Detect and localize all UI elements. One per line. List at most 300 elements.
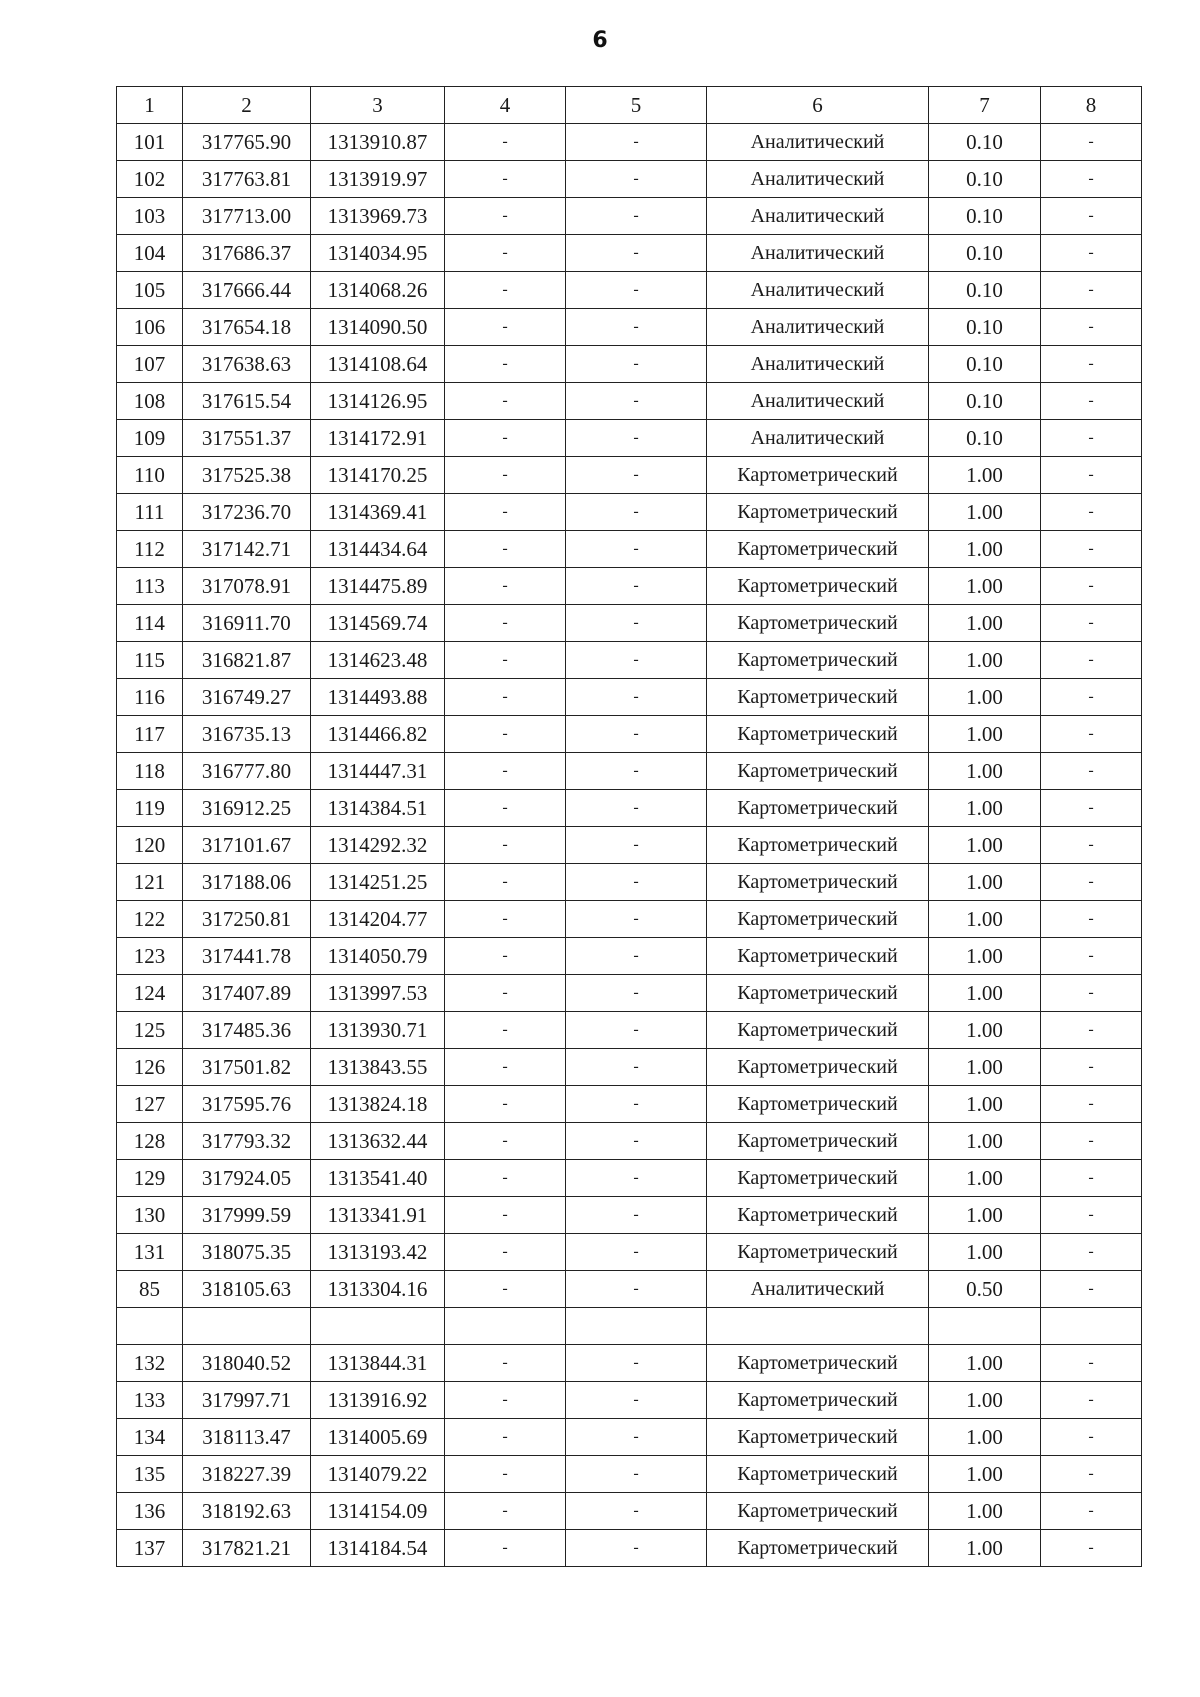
table-cell-col-4: - — [445, 864, 566, 901]
table-cell-col-5: - — [566, 531, 707, 568]
table-cell-col-6: Аналитический — [707, 161, 929, 198]
table-cell-col-8: - — [1041, 679, 1142, 716]
table-cell-col-6: Картометрический — [707, 790, 929, 827]
column-header-2: 2 — [183, 87, 311, 124]
table-cell-col-2: 317485.36 — [183, 1012, 311, 1049]
table-cell-col-2: 318192.63 — [183, 1493, 311, 1530]
table-cell-col-2: 317638.63 — [183, 346, 311, 383]
table-cell-col-8: - — [1041, 309, 1142, 346]
table-cell-col-3: 1313910.87 — [311, 124, 445, 161]
table-cell-col-4: - — [445, 568, 566, 605]
table-cell-col-7: 1.00 — [929, 1012, 1041, 1049]
table-cell-col-1: 103 — [117, 198, 183, 235]
table-cell-col-8: - — [1041, 605, 1142, 642]
table-cell-col-6: Аналитический — [707, 1271, 929, 1308]
table-row — [117, 198, 1142, 235]
table-cell-col-3: 1314090.50 — [311, 309, 445, 346]
table-cell-col-8: - — [1041, 1197, 1142, 1234]
table-row — [117, 494, 1142, 531]
table-cell-col-4: - — [445, 1012, 566, 1049]
table-cell-col-5: - — [566, 716, 707, 753]
table-row — [117, 1493, 1142, 1530]
table-cell-col-2: 317551.37 — [183, 420, 311, 457]
table-cell-col-8: - — [1041, 568, 1142, 605]
table-cell-col-1: 128 — [117, 1123, 183, 1160]
table-cell-col-2: 317997.71 — [183, 1382, 311, 1419]
table-cell-col-1: 137 — [117, 1530, 183, 1567]
table-cell-col-6: Картометрический — [707, 1086, 929, 1123]
table-cell-col-3: 1314569.74 — [311, 605, 445, 642]
table-cell-col-4: - — [445, 383, 566, 420]
table-cell-col-2 — [183, 1308, 311, 1345]
table-cell-col-6: Картометрический — [707, 1345, 929, 1382]
table-row — [117, 827, 1142, 864]
table-cell-col-8: - — [1041, 1049, 1142, 1086]
table-cell-col-7: 1.00 — [929, 753, 1041, 790]
table-cell-col-6: Аналитический — [707, 272, 929, 309]
table-cell-col-4: - — [445, 716, 566, 753]
table-cell-col-6: Картометрический — [707, 827, 929, 864]
table-cell-col-5: - — [566, 1234, 707, 1271]
table-cell-col-5: - — [566, 1345, 707, 1382]
table-cell-col-5: - — [566, 827, 707, 864]
table-cell-col-8: - — [1041, 124, 1142, 161]
table-row — [117, 901, 1142, 938]
table-cell-col-6: Картометрический — [707, 1049, 929, 1086]
table-row — [117, 1308, 1142, 1345]
table-cell-col-6: Картометрический — [707, 1012, 929, 1049]
table-cell-col-8: - — [1041, 790, 1142, 827]
table-cell-col-8: - — [1041, 272, 1142, 309]
table-cell-col-1: 132 — [117, 1345, 183, 1382]
table-cell-col-2: 318113.47 — [183, 1419, 311, 1456]
table-cell-col-5: - — [566, 235, 707, 272]
table-cell-col-1: 115 — [117, 642, 183, 679]
table-row — [117, 605, 1142, 642]
table-cell-col-4: - — [445, 1049, 566, 1086]
table-cell-col-5: - — [566, 753, 707, 790]
table-cell-col-8: - — [1041, 716, 1142, 753]
table-row — [117, 1345, 1142, 1382]
table-cell-col-1: 110 — [117, 457, 183, 494]
table-cell-col-7: 1.00 — [929, 1493, 1041, 1530]
table-cell-col-2: 317615.54 — [183, 383, 311, 420]
table-row — [117, 568, 1142, 605]
table-cell-col-4: - — [445, 1493, 566, 1530]
table-cell-col-5: - — [566, 124, 707, 161]
table-cell-col-3: 1314170.25 — [311, 457, 445, 494]
table-cell-col-1: 120 — [117, 827, 183, 864]
table-body — [117, 124, 1142, 1567]
table-cell-col-3 — [311, 1308, 445, 1345]
table-cell-col-6: Картометрический — [707, 457, 929, 494]
table-cell-col-4: - — [445, 938, 566, 975]
table-cell-col-3: 1314384.51 — [311, 790, 445, 827]
table-cell-col-3: 1313969.73 — [311, 198, 445, 235]
table-cell-col-2: 317821.21 — [183, 1530, 311, 1567]
table-cell-col-7: 0.10 — [929, 420, 1041, 457]
table-cell-col-1: 123 — [117, 938, 183, 975]
column-header-1: 1 — [117, 87, 183, 124]
table-cell-col-3: 1314466.82 — [311, 716, 445, 753]
table-cell-col-2: 317686.37 — [183, 235, 311, 272]
table-cell-col-4: - — [445, 605, 566, 642]
table-row — [117, 1456, 1142, 1493]
table-cell-col-5: - — [566, 1086, 707, 1123]
table-cell-col-6: Картометрический — [707, 642, 929, 679]
table-cell-col-6: Картометрический — [707, 1382, 929, 1419]
table-cell-col-6: Картометрический — [707, 938, 929, 975]
table-cell-col-3: 1314475.89 — [311, 568, 445, 605]
table-cell-col-6: Аналитический — [707, 309, 929, 346]
table-cell-col-8: - — [1041, 1160, 1142, 1197]
table-cell-col-3: 1314050.79 — [311, 938, 445, 975]
table-cell-col-6: Картометрический — [707, 605, 929, 642]
table-cell-col-5: - — [566, 1530, 707, 1567]
table-cell-col-6: Картометрический — [707, 568, 929, 605]
table-cell-col-4: - — [445, 494, 566, 531]
table-row — [117, 309, 1142, 346]
table-cell-col-3: 1313632.44 — [311, 1123, 445, 1160]
table-cell-col-5: - — [566, 494, 707, 531]
table-row — [117, 1049, 1142, 1086]
table-cell-col-3: 1314623.48 — [311, 642, 445, 679]
table-cell-col-7: 1.00 — [929, 494, 1041, 531]
table-cell-col-1: 119 — [117, 790, 183, 827]
table-cell-col-3: 1313997.53 — [311, 975, 445, 1012]
table-cell-col-5: - — [566, 272, 707, 309]
table-cell-col-8: - — [1041, 1234, 1142, 1271]
table-row — [117, 790, 1142, 827]
table-cell-col-6: Картометрический — [707, 753, 929, 790]
table-cell-col-1: 127 — [117, 1086, 183, 1123]
table-cell-col-2: 318227.39 — [183, 1456, 311, 1493]
table-cell-col-4: - — [445, 1160, 566, 1197]
table-cell-col-1: 105 — [117, 272, 183, 309]
table-cell-col-6: Картометрический — [707, 1456, 929, 1493]
table-cell-col-8: - — [1041, 494, 1142, 531]
table-cell-col-8: - — [1041, 531, 1142, 568]
table-cell-col-3: 1314068.26 — [311, 272, 445, 309]
table-cell-col-3: 1313824.18 — [311, 1086, 445, 1123]
table-cell-col-1: 121 — [117, 864, 183, 901]
table-cell-col-5: - — [566, 1123, 707, 1160]
table-cell-col-7: 0.10 — [929, 383, 1041, 420]
table-cell-col-3: 1314126.95 — [311, 383, 445, 420]
table-cell-col-7: 0.10 — [929, 198, 1041, 235]
table-cell-col-7: 0.10 — [929, 346, 1041, 383]
table-cell-col-7: 1.00 — [929, 790, 1041, 827]
table-cell-col-7: 1.00 — [929, 642, 1041, 679]
table-cell-col-4: - — [445, 531, 566, 568]
table-cell-col-8: - — [1041, 1530, 1142, 1567]
table-cell-col-1: 108 — [117, 383, 183, 420]
column-header-7: 7 — [929, 87, 1041, 124]
table-cell-col-5: - — [566, 1271, 707, 1308]
table-cell-col-4: - — [445, 457, 566, 494]
table-cell-col-8: - — [1041, 198, 1142, 235]
table-cell-col-8: - — [1041, 753, 1142, 790]
table-cell-col-4: - — [445, 161, 566, 198]
table-cell-col-2: 317765.90 — [183, 124, 311, 161]
table-cell-col-8: - — [1041, 235, 1142, 272]
table-row — [117, 1271, 1142, 1308]
table-cell-col-8: - — [1041, 383, 1142, 420]
table-cell-col-4: - — [445, 1419, 566, 1456]
table-cell-col-3: 1314292.32 — [311, 827, 445, 864]
table-cell-col-6: Картометрический — [707, 1160, 929, 1197]
table-cell-col-2: 317407.89 — [183, 975, 311, 1012]
table-cell-col-4: - — [445, 420, 566, 457]
table-cell-col-4: - — [445, 827, 566, 864]
table-cell-col-6: Аналитический — [707, 235, 929, 272]
table-cell-col-6: Картометрический — [707, 975, 929, 1012]
table-cell-col-2: 316821.87 — [183, 642, 311, 679]
table-cell-col-1: 129 — [117, 1160, 183, 1197]
table-cell-col-5: - — [566, 457, 707, 494]
table-cell-col-2: 317793.32 — [183, 1123, 311, 1160]
table-cell-col-7: 1.00 — [929, 1382, 1041, 1419]
table-cell-col-7: 1.00 — [929, 1049, 1041, 1086]
table-cell-col-8: - — [1041, 975, 1142, 1012]
table-cell-col-7: 0.10 — [929, 272, 1041, 309]
table-cell-col-1 — [117, 1308, 183, 1345]
table-cell-col-5: - — [566, 975, 707, 1012]
table-cell-col-4: - — [445, 901, 566, 938]
table-cell-col-6: Картометрический — [707, 531, 929, 568]
column-header-3: 3 — [311, 87, 445, 124]
table-cell-col-1: 130 — [117, 1197, 183, 1234]
table-cell-col-4: - — [445, 272, 566, 309]
table-cell-col-2: 317441.78 — [183, 938, 311, 975]
table-cell-col-7: 1.00 — [929, 457, 1041, 494]
table-cell-col-6: Аналитический — [707, 124, 929, 161]
table-cell-col-5: - — [566, 1049, 707, 1086]
table-cell-col-5: - — [566, 309, 707, 346]
table-row — [117, 1197, 1142, 1234]
table-cell-col-7: 1.00 — [929, 1160, 1041, 1197]
table-cell-col-1: 112 — [117, 531, 183, 568]
table-cell-col-2: 317142.71 — [183, 531, 311, 568]
table-cell-col-4: - — [445, 309, 566, 346]
table-row — [117, 1234, 1142, 1271]
table-cell-col-3: 1313193.42 — [311, 1234, 445, 1271]
table-cell-col-1: 124 — [117, 975, 183, 1012]
table-cell-col-1: 133 — [117, 1382, 183, 1419]
table-cell-col-5: - — [566, 1160, 707, 1197]
table-cell-col-1: 122 — [117, 901, 183, 938]
table-row — [117, 975, 1142, 1012]
table-cell-col-3: 1314434.64 — [311, 531, 445, 568]
table-cell-col-2: 316777.80 — [183, 753, 311, 790]
table-cell-col-1: 106 — [117, 309, 183, 346]
table-cell-col-4: - — [445, 1456, 566, 1493]
table-cell-col-6: Аналитический — [707, 383, 929, 420]
table-row — [117, 1123, 1142, 1160]
table-cell-col-1: 135 — [117, 1456, 183, 1493]
table-row — [117, 124, 1142, 161]
table-cell-col-7: 1.00 — [929, 864, 1041, 901]
table-cell-col-2: 318105.63 — [183, 1271, 311, 1308]
table-cell-col-2: 317236.70 — [183, 494, 311, 531]
table-cell-col-4: - — [445, 1382, 566, 1419]
table-cell-col-4: - — [445, 1123, 566, 1160]
table-cell-col-3: 1313843.55 — [311, 1049, 445, 1086]
table-cell-col-7: 1.00 — [929, 1419, 1041, 1456]
table-cell-col-2: 316735.13 — [183, 716, 311, 753]
table-cell-col-2: 317999.59 — [183, 1197, 311, 1234]
table-cell-col-5 — [566, 1308, 707, 1345]
table-cell-col-1: 125 — [117, 1012, 183, 1049]
table-cell-col-8: - — [1041, 642, 1142, 679]
table-cell-col-8: - — [1041, 1419, 1142, 1456]
table-cell-col-2: 317713.00 — [183, 198, 311, 235]
table-cell-col-3: 1314369.41 — [311, 494, 445, 531]
table-header-row — [117, 87, 1142, 124]
table-cell-col-1: 104 — [117, 235, 183, 272]
table-cell-col-7: 0.10 — [929, 235, 1041, 272]
table-cell-col-5: - — [566, 642, 707, 679]
table-row — [117, 938, 1142, 975]
table-cell-col-5: - — [566, 1012, 707, 1049]
table-row — [117, 864, 1142, 901]
table-cell-col-6: Картометрический — [707, 679, 929, 716]
table-cell-col-2: 317666.44 — [183, 272, 311, 309]
table-cell-col-4: - — [445, 790, 566, 827]
table-cell-col-8: - — [1041, 346, 1142, 383]
table-cell-col-1: 85 — [117, 1271, 183, 1308]
table-row — [117, 1419, 1142, 1456]
table-row — [117, 1382, 1142, 1419]
table-cell-col-6: Картометрический — [707, 1493, 929, 1530]
table-cell-col-8: - — [1041, 1382, 1142, 1419]
table-row — [117, 1530, 1142, 1567]
table-cell-col-8: - — [1041, 1345, 1142, 1382]
table-cell-col-7: 1.00 — [929, 605, 1041, 642]
table-cell-col-7: 1.00 — [929, 1234, 1041, 1271]
table-cell-col-3: 1313541.40 — [311, 1160, 445, 1197]
table-row — [117, 1086, 1142, 1123]
table-cell-col-6: Картометрический — [707, 494, 929, 531]
table-cell-col-7: 1.00 — [929, 1530, 1041, 1567]
table-cell-col-3: 1314034.95 — [311, 235, 445, 272]
table-cell-col-6: Картометрический — [707, 1419, 929, 1456]
table-cell-col-3: 1313916.92 — [311, 1382, 445, 1419]
table-cell-col-1: 109 — [117, 420, 183, 457]
table-row — [117, 420, 1142, 457]
table-cell-col-2: 317188.06 — [183, 864, 311, 901]
table-cell-col-2: 317501.82 — [183, 1049, 311, 1086]
table-cell-col-8: - — [1041, 938, 1142, 975]
table-cell-col-8: - — [1041, 827, 1142, 864]
table-cell-col-4: - — [445, 753, 566, 790]
table-cell-col-8: - — [1041, 1123, 1142, 1160]
table-cell-col-2: 316911.70 — [183, 605, 311, 642]
table-cell-col-7: 0.10 — [929, 124, 1041, 161]
table-cell-col-7: 1.00 — [929, 568, 1041, 605]
table-row — [117, 1012, 1142, 1049]
table-cell-col-4: - — [445, 1345, 566, 1382]
table-cell-col-8: - — [1041, 1012, 1142, 1049]
table-cell-col-8: - — [1041, 1271, 1142, 1308]
table-cell-col-1: 107 — [117, 346, 183, 383]
table-cell-col-8: - — [1041, 1493, 1142, 1530]
table-cell-col-2: 317078.91 — [183, 568, 311, 605]
table-cell-col-5: - — [566, 901, 707, 938]
table-cell-col-5: - — [566, 790, 707, 827]
table-cell-col-1: 114 — [117, 605, 183, 642]
table-cell-col-8: - — [1041, 1456, 1142, 1493]
table-cell-col-4: - — [445, 1271, 566, 1308]
table-cell-col-3: 1314493.88 — [311, 679, 445, 716]
table-cell-col-2: 316749.27 — [183, 679, 311, 716]
table-cell-col-2: 317924.05 — [183, 1160, 311, 1197]
table-cell-col-2: 318040.52 — [183, 1345, 311, 1382]
table-cell-col-4: - — [445, 679, 566, 716]
table-cell-col-5: - — [566, 1456, 707, 1493]
table-cell-col-4: - — [445, 1234, 566, 1271]
table-cell-col-3: 1314251.25 — [311, 864, 445, 901]
table-cell-col-3: 1313919.97 — [311, 161, 445, 198]
table-cell-col-1: 118 — [117, 753, 183, 790]
table-cell-col-5: - — [566, 938, 707, 975]
table-cell-col-4: - — [445, 235, 566, 272]
table-cell-col-5: - — [566, 864, 707, 901]
table-cell-col-4 — [445, 1308, 566, 1345]
table-cell-col-3: 1314108.64 — [311, 346, 445, 383]
table-cell-col-4: - — [445, 975, 566, 1012]
page-number: 6 — [592, 28, 608, 53]
column-header-4: 4 — [445, 87, 566, 124]
column-header-8: 8 — [1041, 87, 1142, 124]
table-cell-col-6: Картометрический — [707, 716, 929, 753]
table-cell-col-7: 1.00 — [929, 716, 1041, 753]
table-cell-col-3: 1314204.77 — [311, 901, 445, 938]
table-cell-col-1: 111 — [117, 494, 183, 531]
table-cell-col-6: Картометрический — [707, 1123, 929, 1160]
table-cell-col-1: 126 — [117, 1049, 183, 1086]
table-cell-col-1: 116 — [117, 679, 183, 716]
table-cell-col-3: 1314172.91 — [311, 420, 445, 457]
table-row — [117, 161, 1142, 198]
table-cell-col-6: Аналитический — [707, 198, 929, 235]
table-cell-col-6: Картометрический — [707, 1234, 929, 1271]
table-row — [117, 679, 1142, 716]
table-cell-col-4: - — [445, 1086, 566, 1123]
table-cell-col-6: Картометрический — [707, 1530, 929, 1567]
table-cell-col-8: - — [1041, 901, 1142, 938]
table-cell-col-2: 317525.38 — [183, 457, 311, 494]
table-cell-col-7: 1.00 — [929, 679, 1041, 716]
table-cell-col-5: - — [566, 1197, 707, 1234]
table-row — [117, 457, 1142, 494]
table-cell-col-8: - — [1041, 420, 1142, 457]
table-cell-col-8 — [1041, 1308, 1142, 1345]
table-cell-col-5: - — [566, 383, 707, 420]
table-row — [117, 716, 1142, 753]
table-cell-col-5: - — [566, 161, 707, 198]
table-cell-col-1: 113 — [117, 568, 183, 605]
column-header-5: 5 — [566, 87, 707, 124]
table-cell-col-3: 1314005.69 — [311, 1419, 445, 1456]
table-cell-col-2: 316912.25 — [183, 790, 311, 827]
table-cell-col-7: 1.00 — [929, 938, 1041, 975]
table-row — [117, 346, 1142, 383]
table-cell-col-2: 317763.81 — [183, 161, 311, 198]
table-cell-col-7: 1.00 — [929, 1086, 1041, 1123]
table-row — [117, 235, 1142, 272]
table-cell-col-3: 1313341.91 — [311, 1197, 445, 1234]
